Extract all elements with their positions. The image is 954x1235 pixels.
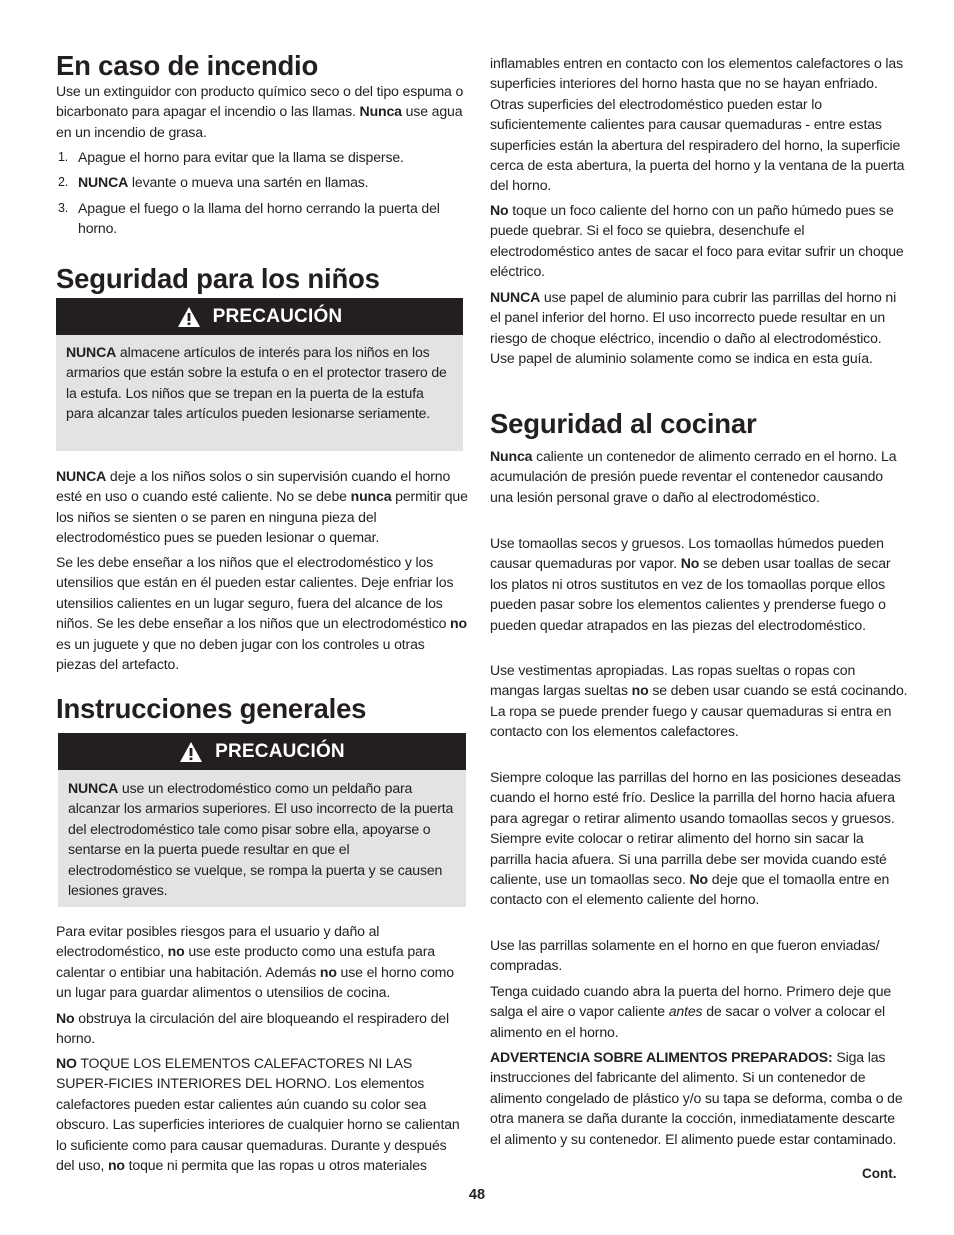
general-paragraph-1: Para evitar posibles riesgos para el usuario y daño al electrodoméstico, no use este producto como una estufa para calentar o entibiar una habitación. Además no use el horno como un lugar para guardar alimentos o utensilios de cocina. [56,923,454,1001]
right-paragraph-1: inflamables entren en contacto con los elementos calefactores o las superficies interiores del horno hasta que no se hayan enfriado. Otras superficies del electrodoméstico pueden estar lo suficientemente calientes para causar quemaduras - entre estas superficies están la abertura del respiradero del horno, la superficie cerca de esta abertura, la puerta del horno y la ventana de la puerta del horno. [490,55,905,194]
bold-emphasis: no [167,943,185,960]
bold-emphasis: NUNCA [490,289,541,305]
caution-header-general [58,733,466,770]
bold-emphasis: no [107,1157,125,1174]
bold-emphasis: No [56,1010,75,1026]
cooking-paragraph-5: Use las parrillas solamente en el horno en que fueron enviadas/ compradas. [490,937,880,974]
step-number: 1. [58,150,69,164]
bold-emphasis: NUNCA [78,174,129,191]
bold-emphasis: NUNCA [68,780,119,796]
caution-header-child [56,298,463,335]
bold-emphasis: Nunca [359,103,402,120]
section-title-fire: En caso de incendio [56,50,319,81]
cooking-paragraph-1: Nunca caliente un contenedor de alimento cerrado en el horno. La acumulación de presión puede reventar el contenedor causando una lesión personal grave o daño al electrodoméstico. [490,448,897,505]
bold-emphasis: no [319,963,337,980]
right-paragraph-3: NUNCA use papel de aluminio para cubrir las parrillas del horno ni el panel inferior del horno. El uso incorrecto puede resultar en un riesgo de choque eléctrico, incendio o daño al electrodoméstico. Use papel de aluminio solamente como se indica en esta guía. [490,289,897,367]
caution-label: PRECAUCIÓN [215,740,345,762]
fire-steps-list [56,147,468,239]
right-paragraph-2: No toque un foco caliente del horno con un paño húmedo pues se puede quebrar. Si el foco se quiebra, desenchufe el electrodoméstico antes de sacar el foco para evitar sufrir un choque eléctrico. [490,202,904,280]
fire-step-item: 1. Apague el horno para evitar que la llama se disperse. [56,147,468,167]
bold-emphasis: NO [56,1055,77,1071]
cooking-paragraph-6: Tenga cuidado cuando abra la puerta del horno. Primero deje que salga el aire o vapor caliente antes de sacar o volver a colocar el alimento en el horno. [490,983,892,1040]
page-number: 48 [468,1187,486,1203]
section-title-cooking: Seguridad al cocinar [490,408,757,439]
general-paragraph-3: NO TOQUE LOS ELEMENTOS CALEFACTORES NI LAS SUPER-FICIES INTERIORES DEL HORNO. Los elementos calefactores pueden estar calientes aún cuando su color sea obscuro. Las superficies interiores de cualquier horno se calientan lo suficiente como para causar quemaduras. Durante y después del uso, no toque ni permita que las ropas u otros materiales [56,1055,460,1174]
step-number: 2. [58,175,69,190]
bold-emphasis: No [680,555,700,572]
continued-label: Cont. [862,1166,897,1181]
fire-step-item: 2. NUNCA levante o mueva una sartén en llamas. [56,172,468,192]
bold-emphasis: NUNCA [56,468,107,484]
cooking-paragraph-4: Siempre coloque las parrillas del horno en las posiciones deseadas cuando el horno esté frío. Deslice la parrilla del horno hacia afuera para agregar o retirar alimento usando tomaollas secos y gruesos. Siempre evite colocar o retirar alimento del horno sin sacar la parrilla hacia afuera. Si una parrilla debe ser movida cuando esté caliente, use un tomaollas seco. No deje que el tomaolla entre en contacto con el elemento caliente del horno. [490,769,901,908]
cooking-paragraph-3: Use vestimentas apropiadas. Las ropas sueltas o ropas con mangas largas sueltas no se deben usar cuando se está cocinando. La ropa se puede prender fuego y causar quemaduras si entra en contacto con los elementos calefactores. [490,662,908,740]
bold-emphasis: No [490,202,509,218]
step-number: 3. [58,200,69,215]
bold-emphasis: NUNCA [66,344,117,360]
bold-emphasis: No [689,871,709,888]
bold-emphasis: ADVERTENCIA SOBRE ALIMENTOS PREPARADOS: [490,1049,833,1065]
warning-triangle-icon [179,741,203,763]
general-paragraph-2: No obstruya la circulación del aire bloqueando el respiradero del horno. [56,1010,449,1047]
bold-emphasis: no [450,615,467,632]
bold-emphasis: nunca [350,488,392,505]
cooking-paragraph-7: ADVERTENCIA SOBRE ALIMENTOS PREPARADOS: Siga las instrucciones del fabricante del alimento. Si un contenedor de alimento congelado de plástico y/o su tapa se deforma, comba o de otra manera se daña durante la cocción, inmediatamente descarte el alimento y su contenedor. El alimento puede estar contaminado. [490,1049,903,1147]
caution-box-general: NUNCA use un electrodoméstico como un peldaño para alcanzar los armarios superiores. El uso incorrecto de la puerta del electrodoméstico tale como pisar sobre ella, apoyarse o sentarse en la puerta puede resultar en que el electrodoméstico se vuelque, se rompa la puerta y se causen lesiones graves. [58,770,466,907]
italic-emphasis: antes [668,1003,703,1020]
caution-box-child: NUNCA almacene artículos de interés para los niños en los armarios que están sobre la estufa o en el protector trasero de la estufa. Los niños que se trepan en la puerta de la estufa para alcanzar tales artículos pueden lesionarse seriamente. [56,335,463,451]
caution-label: PRECAUCIÓN [212,305,343,327]
bold-emphasis: no [631,682,649,699]
child-paragraph-2: Se les debe enseñar a los niños que el electrodoméstico y los utensilios que están en él pueden estar calientes. Deje enfriar los utensilios calientes en un lugar seguro, fuera del alcance de los niños. Se les debe enseñar a los niños que un electrodoméstico no es un juguete y que no deben jugar con los controles u otras piezas del artefacto. [56,554,467,673]
cooking-paragraph-2: Use tomaollas secos y gruesos. Los tomaollas húmedos pueden causar quemaduras por vapor. No se deben usar toallas de secar los platos ni otros sustitutos en vez de los tomaollas porque ellos pueden pasar sobre los elementos calientes y prenderse fuego o pueden quedar atrapados en las piezas del electrodoméstico. [490,535,891,633]
section-title-general: Instrucciones generales [56,693,367,724]
fire-intro: Use un extinguidor con producto químico seco o del tipo espuma o bicarbonato para apagar el incendio o las llamas. Nunca use agua en un incendio de grasa. [56,83,464,140]
bold-emphasis: Nunca [490,448,533,464]
section-title-child-safety: Seguridad para los niños [56,263,380,294]
fire-step-item: 3. Apague el fuego o la llama del horno cerrando la puerta del horno. [58,199,440,237]
warning-triangle-icon [177,306,201,328]
child-paragraph-1: NUNCA deje a los niños solos o sin supervisión cuando el horno esté en uso o cuando esté caliente. No se debe nunca permitir que los niños se sienten o se paren en ninguna pieza del electrodoméstico pues se pueden lesionar o quemar. [56,468,468,546]
